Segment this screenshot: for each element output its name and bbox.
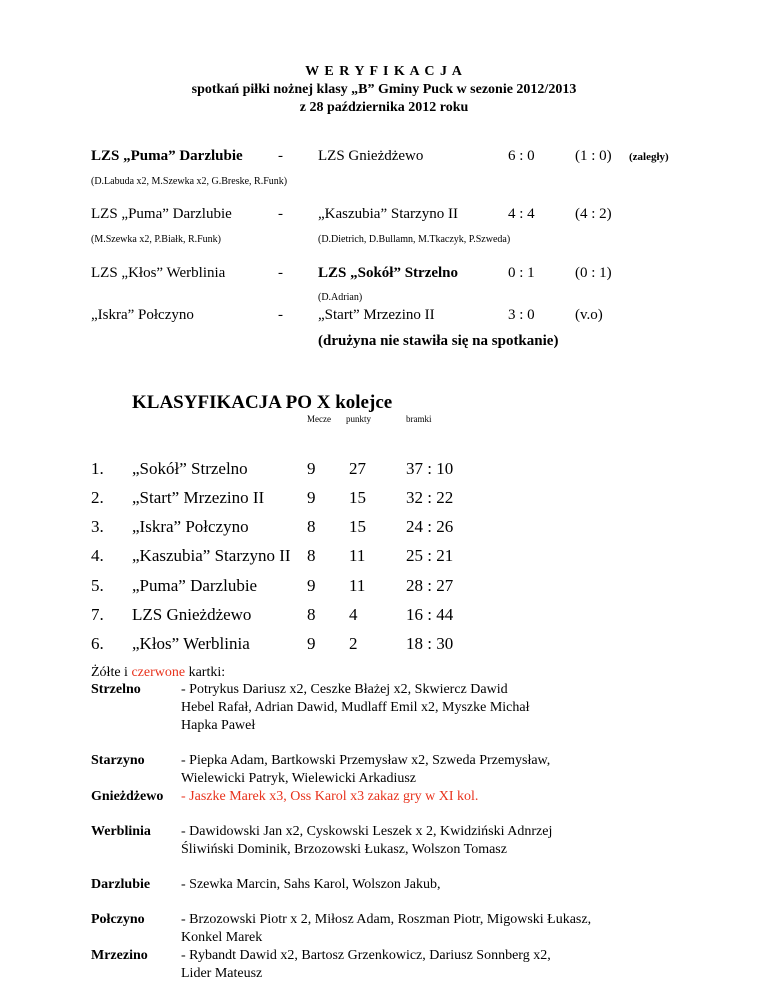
card-line: Konkel Marek: [181, 930, 263, 945]
match-2-half: (4 : 2): [575, 206, 612, 222]
mecze: 8: [307, 546, 316, 565]
match-3-score: 0 : 1: [508, 265, 535, 281]
bramki: 25 : 21: [406, 546, 454, 565]
col-bramki: bramki: [406, 414, 432, 424]
mecze: 9: [307, 459, 316, 478]
pos: 4.: [91, 546, 104, 565]
card-line-red: - Jaszke Marek x3, Oss Karol x3 zakaz gry w XI kol.: [181, 789, 479, 804]
standings-title: KLASYFIKACJA PO X kolejce: [132, 392, 393, 413]
team-name: „Iskra” Połczyno: [132, 517, 249, 536]
punkty: 2: [349, 634, 358, 653]
card-line: - Dawidowski Jan x2, Cyskowski Leszek x 2, Kwidziński Adnrzej: [181, 824, 553, 839]
match-1-note: (zaległy): [629, 151, 669, 163]
match-3-away: LZS „Sokół” Strzelno: [318, 265, 459, 281]
match-2-home-scorers: (M.Szewka x2, P.Białk, R.Funk): [91, 234, 221, 245]
punkty: 11: [349, 576, 366, 595]
match-4-half: (v.o): [575, 307, 603, 323]
pos: 3.: [91, 517, 104, 536]
card-line: - Potrykus Dariusz x2, Ceszke Błażej x2, Skwiercz Dawid: [181, 682, 508, 697]
cards-heading-b: kartki:: [185, 665, 226, 680]
match-2-away: „Kaszubia” Starzyno II: [318, 206, 458, 222]
punkty: 4: [349, 605, 358, 624]
bramki: 28 : 27: [406, 576, 454, 595]
pos: 6.: [91, 634, 104, 653]
pos: 7.: [91, 605, 104, 624]
card-line: - Piepka Adam, Bartkowski Przemysław x2, Szweda Przemysław,: [181, 753, 551, 768]
club-mrzezino: Mrzezino: [91, 948, 148, 963]
card-line: - Brzozowski Piotr x 2, Miłosz Adam, Roszman Piotr, Migowski Łukasz,: [181, 912, 592, 927]
team-name: „Kłos” Werblinia: [132, 634, 250, 653]
team-name: LZS Gnieżdżewo: [132, 605, 252, 624]
match-3-half: (0 : 1): [575, 265, 612, 281]
punkty: 11: [349, 546, 366, 565]
punkty: 27: [349, 459, 366, 478]
club-starzyno: Starzyno: [91, 753, 145, 768]
match-4-note: (drużyna nie stawiła się na spotkanie): [318, 333, 559, 349]
match-1-half: (1 : 0): [575, 148, 612, 164]
bramki: 18 : 30: [406, 634, 454, 653]
club-strzelno: Strzelno: [91, 682, 141, 697]
card-line: Hebel Rafał, Adrian Dawid, Mudlaff Emil x2, Myszke Michał: [181, 700, 530, 715]
match-1-score: 6 : 0: [508, 148, 535, 164]
mecze: 9: [307, 576, 316, 595]
team-name: „Sokół” Strzelno: [132, 459, 248, 478]
mecze: 9: [307, 488, 316, 507]
mecze: 9: [307, 634, 316, 653]
bramki: 32 : 22: [406, 488, 454, 507]
match-2-home: LZS „Puma” Darzlubie: [91, 206, 232, 222]
col-punkty: punkty: [346, 414, 372, 424]
match-1-home: LZS „Puma” Darzlubie: [91, 148, 243, 164]
pos: 2.: [91, 488, 104, 507]
doc-date: z 28 października 2012 roku: [299, 100, 469, 115]
club-werblinia: Werblinia: [91, 824, 151, 839]
match-3-away-scorers: (D.Adrian): [318, 292, 363, 303]
club-polczyno: Połczyno: [91, 912, 145, 927]
punkty: 15: [349, 488, 366, 507]
match-2-score: 4 : 4: [508, 206, 535, 222]
card-line: Lider Mateusz: [181, 966, 263, 981]
pos: 1.: [91, 459, 104, 478]
match-1-away: LZS Gnieżdżewo: [318, 148, 424, 164]
match-1-home-scorers: (D.Labuda x2, M.Szewka x2, G.Breske, R.Funk): [91, 176, 288, 187]
mecze: 8: [307, 517, 316, 536]
team-name: „Kaszubia” Starzyno II: [132, 546, 291, 565]
match-4-score: 3 : 0: [508, 307, 535, 323]
match-2-away-scorers: (D.Dietrich, D.Bullamn, M.Tkaczyk, P.Szweda): [318, 234, 511, 245]
team-name: „Puma” Darzlubie: [132, 576, 258, 595]
club-darzlubie: Darzlubie: [91, 877, 151, 892]
match-4-home: „Iskra” Połczyno: [91, 307, 194, 323]
doc-subtitle: spotkań piłki nożnej klasy „B” Gminy Puck w sezonie 2012/2013: [191, 82, 577, 97]
card-line: Śliwiński Dominik, Brzozowski Łukasz, Wolszon Tomasz: [181, 842, 507, 857]
match-3-dash: -: [278, 265, 283, 281]
match-3-home: LZS „Kłos” Werblinia: [91, 265, 226, 281]
match-2-dash: -: [278, 206, 283, 222]
bramki: 37 : 10: [406, 459, 454, 478]
card-line: Wielewicki Patryk, Wielewicki Arkadiusz: [181, 771, 416, 786]
club-gniezdzewo: Gnieżdżewo: [91, 789, 164, 804]
mecze: 8: [307, 605, 316, 624]
team-name: „Start” Mrzezino II: [132, 488, 265, 507]
punkty: 15: [349, 517, 366, 536]
doc-title: W E R Y F I K A C J A: [305, 64, 463, 79]
cards-heading: [91, 664, 225, 682]
col-mecze: Mecze: [307, 414, 331, 424]
card-line: - Szewka Marcin, Sahs Karol, Wolszon Jakub,: [181, 877, 441, 892]
card-line: - Rybandt Dawid x2, Bartosz Grzenkowicz, Dariusz Sonnberg x2,: [181, 948, 551, 963]
bramki: 16 : 44: [406, 605, 454, 624]
match-4-away: „Start” Mrzezino II: [318, 307, 435, 323]
card-line: Hapka Paweł: [181, 718, 256, 733]
pos: 5.: [91, 576, 104, 595]
cards-heading-a: Żółte i: [91, 665, 132, 680]
match-1-dash: -: [278, 148, 283, 164]
match-4-dash: -: [278, 307, 283, 323]
cards-heading-red: czerwone: [131, 665, 186, 680]
bramki: 24 : 26: [406, 517, 454, 536]
